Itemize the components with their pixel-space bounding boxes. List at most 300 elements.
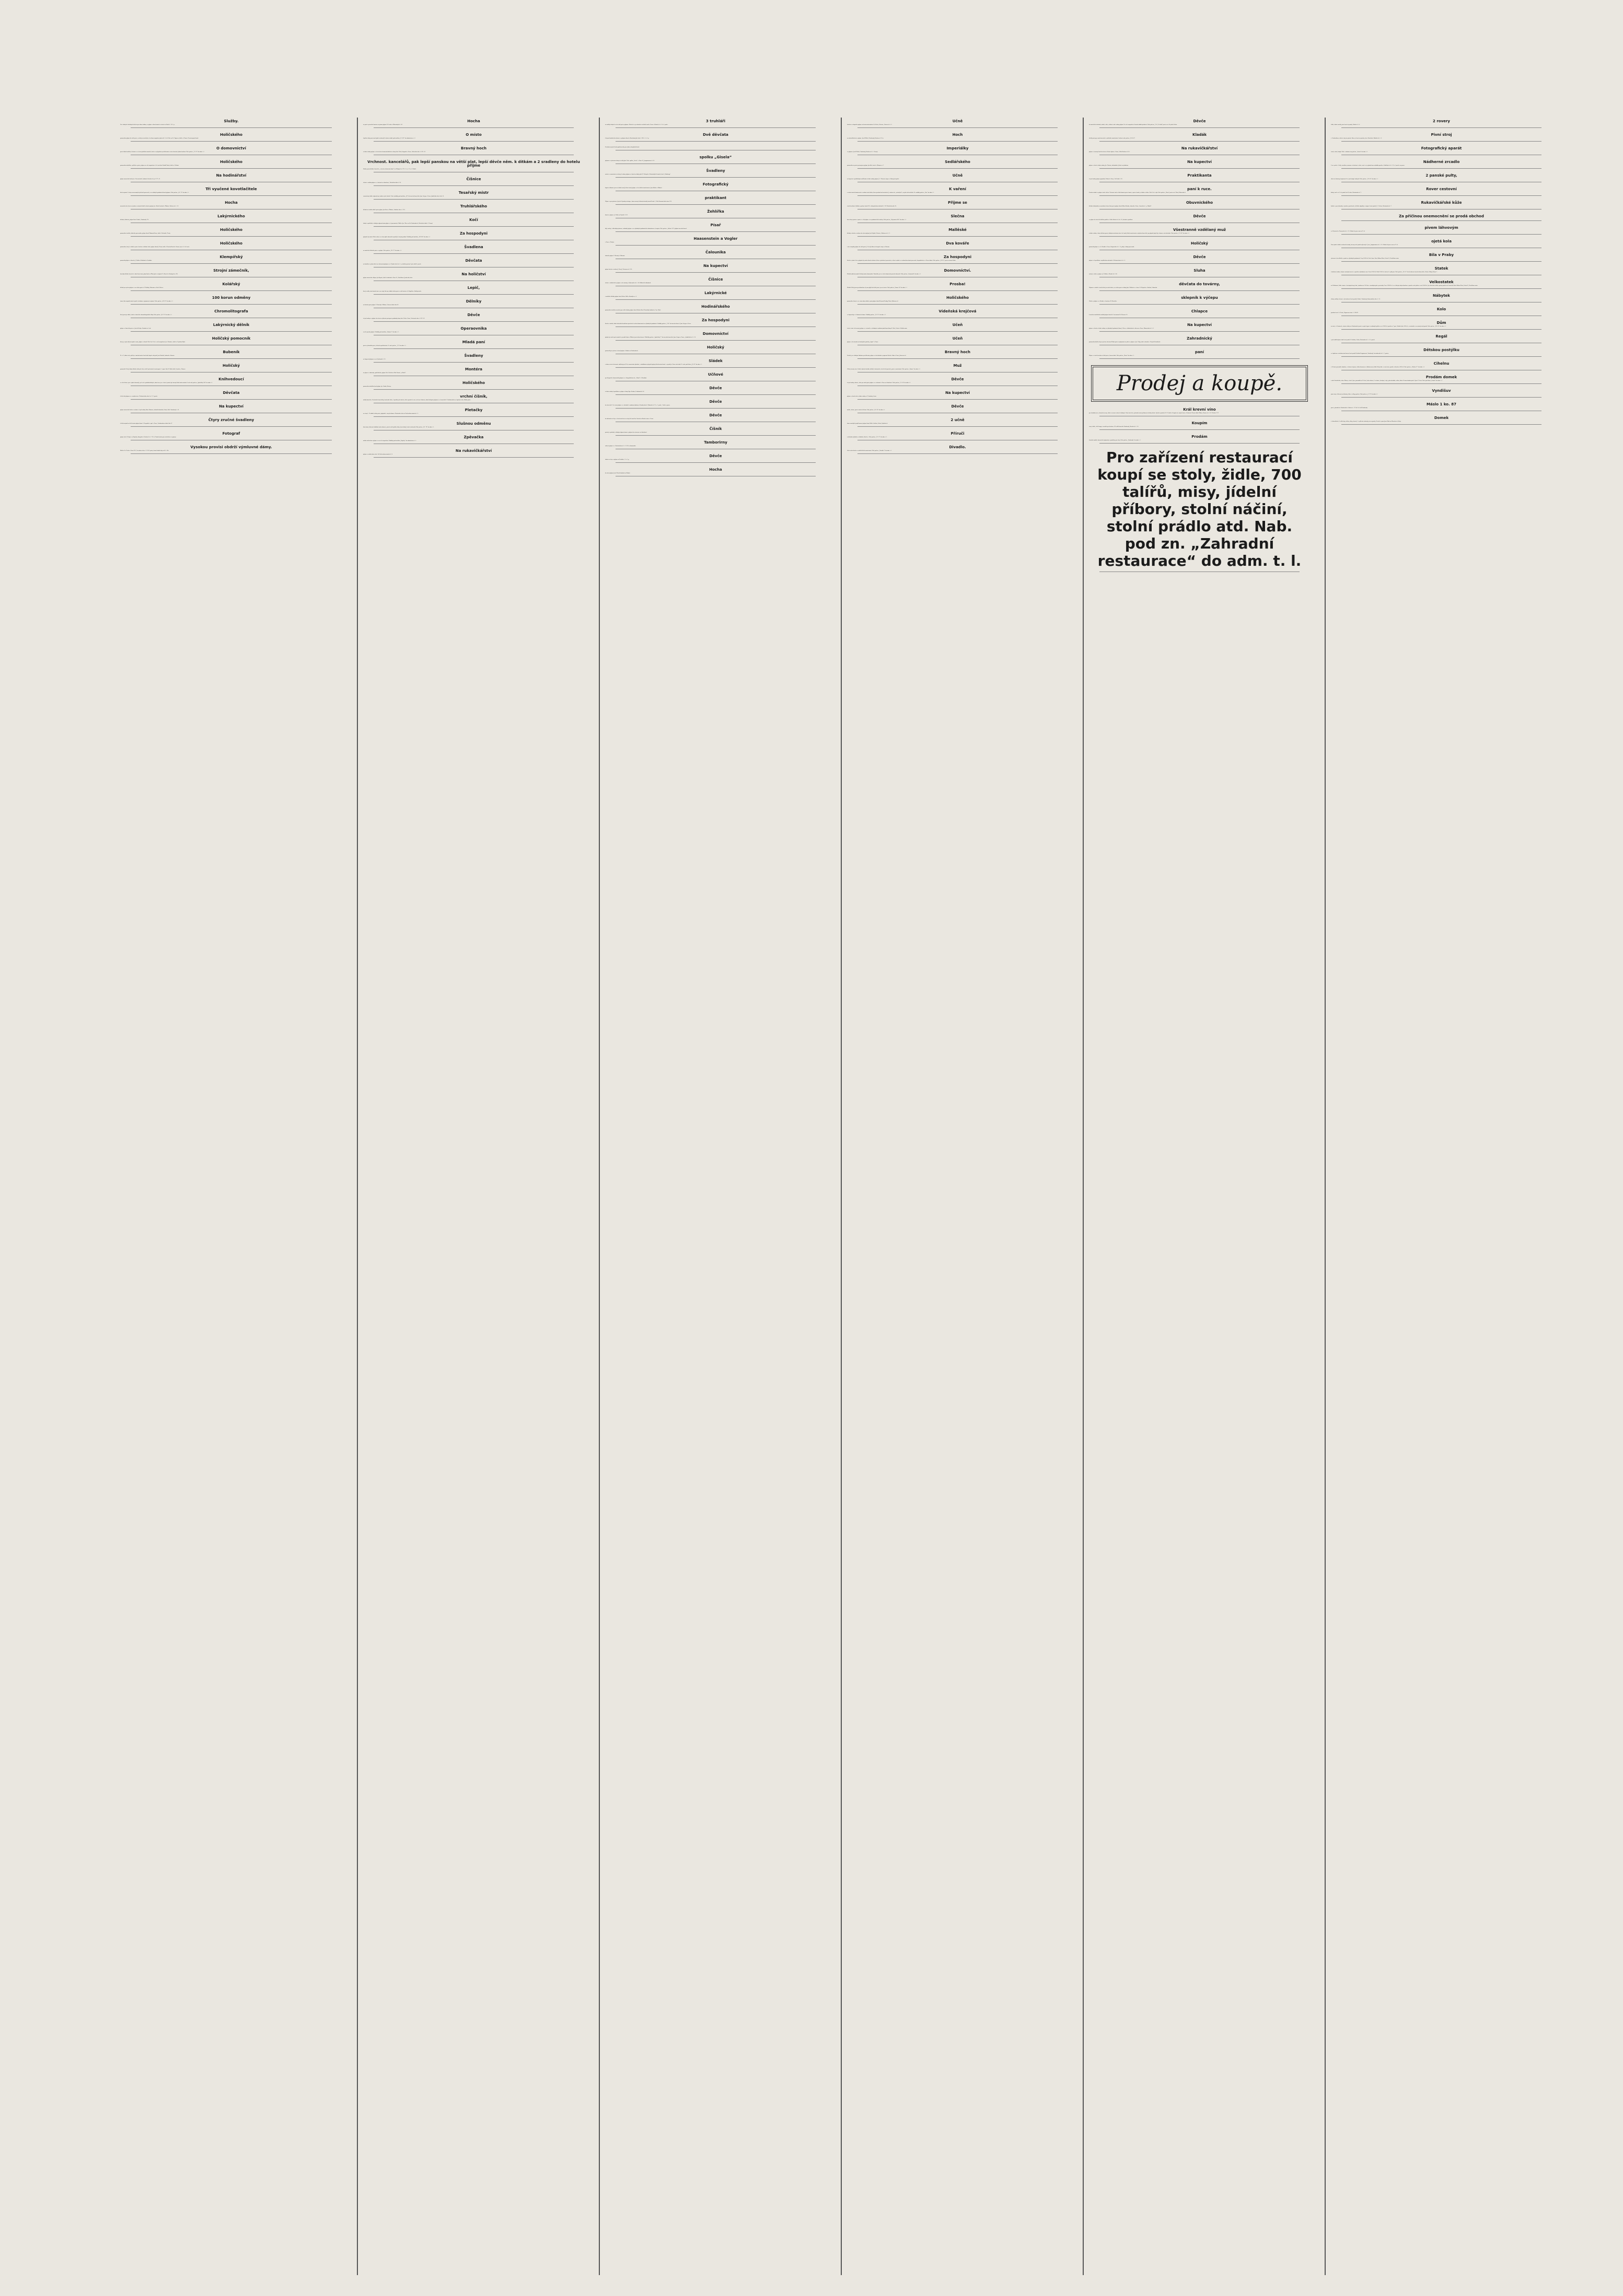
ad-title: Kolo — [1436, 307, 1446, 311]
ad-separator — [857, 168, 1058, 169]
classified-ad — [1089, 147, 1310, 155]
classified-ad — [605, 169, 826, 178]
ad-body: se přijme do učení šití bílého prádla ve Velké Karlově ul. čís. 18, obchod s prádlem. — [1089, 219, 1133, 220]
ad-title: Hoch — [952, 133, 963, 137]
column-1 — [115, 118, 347, 2275]
ad-body: lepšího sluhy prosí muž úplně zachovalý. Laskavé nabid. pod značkou „D L 83“ do administrace t. l. — [363, 138, 416, 139]
classified-ad — [120, 255, 342, 264]
ad-body: na kožeňu práci přijme F. Vítovský v Žižkově, Husova třída číslo 63. — [363, 305, 399, 306]
ad-title: Hocha — [467, 119, 480, 123]
classified-ad — [847, 432, 1068, 440]
classified-ad — [1089, 323, 1310, 332]
ad-body: na ráně, o 4 krámech, stanice dráhy na Vinohradech proti se opak. hypot. z rodinných příčin se za 32000 zl. prodá na 7 proc. Složiti třeba 3000 zl., o ostatních se na mírný úrok prodá. Nab. pod zn. „M L 83“ do adm. t. l. — [1331, 326, 1446, 327]
classified-ad — [847, 215, 1068, 223]
ad-body: Bližší u Fr. Čecha v Praze VII., Veverkova ulice č. 521 II. patro, denně každé dop. od 8—12h. — [120, 450, 169, 451]
ad-body: pomocník přijme se ihned u J. Poláka v Bohdanči u Pardubic. — [120, 260, 153, 261]
ad-body: slušné a solidní děvče přijme se do vinárny v Hybernské ul. č. 40. Blížba dle dohodnulí. — [605, 283, 651, 284]
ad-title: Děvčata — [465, 259, 482, 263]
classified-ad — [605, 387, 826, 395]
ad-body: z lepší rodiny se přijme do učení za výborné postupové podmínky firmy Ant. Vitek v Praze, Václavská ulice č. 837—II. — [363, 318, 425, 319]
classified-ad — [605, 224, 826, 232]
ad-separator — [857, 399, 1058, 400]
ad-body: na madeské dělnické práce se přijme. Nab. pod zn. „R L 73“ do adm. t. l. — [363, 250, 402, 251]
classified-ad — [605, 454, 826, 463]
ad-body: pomocníka, který se ve svém oboru dobře vyzná přijme ihned Bernard Pordig, Plzeň, Kolárova ul. — [847, 301, 898, 302]
ad-body: pomocníka staršího, dobrého pracovníka, přijme ihned Zikmund Stern, holič v Náchodě, Čechy. — [120, 233, 171, 234]
classified-ad — [1089, 120, 1310, 128]
ad-separator — [1341, 356, 1541, 357]
ad-title: K vaření — [949, 187, 966, 191]
classified-ad — [120, 269, 342, 277]
ad-title: Přijme se — [948, 201, 967, 205]
classified-ad — [1331, 335, 1552, 343]
ad-title: Za hospodyni — [944, 255, 971, 259]
ad-body: k lepení kudvabí do rukavic se přijmou ihned v Bartolomějské ulici č. 289—I. v 2. p. — [605, 138, 650, 139]
ad-separator — [131, 331, 332, 332]
ad-separator — [1341, 424, 1541, 425]
classified-ad — [1331, 362, 1552, 370]
ad-body: prodám levně. A. Pecka, Fügnerovo nám. č. 1446-II. — [1331, 312, 1359, 313]
ad-title: děvčata do továrny, — [1179, 282, 1220, 286]
ad-body: přijme se k posilkám v mydlářském obchodě v Melantrichově ul. č. 6. — [1089, 260, 1126, 261]
classified-columns — [115, 118, 1557, 2275]
ad-title: Domovníctví. — [944, 269, 971, 273]
ad-body: z lepší rodiny přijme papírník J. Háhnel v Praze, Na Poříčí č. 29. — [1089, 179, 1123, 180]
column-4 — [841, 118, 1073, 2275]
ad-body: 18letý, ženatý, otec 4 dítek, bývalý úředník, zběhlý v kartonáži a všech těch prácích, prosí o zaměstnání. Nab. pod zn. „Pomoc“ do adm. t. l. — [847, 369, 921, 370]
ad-title: praktikant — [704, 196, 727, 200]
ad-separator — [1099, 141, 1300, 142]
classified-ad — [120, 201, 342, 209]
classified-ad — [847, 378, 1068, 386]
classified-ad — [605, 400, 826, 409]
classified-ad — [1089, 365, 1310, 402]
ad-body: pomocník přijme se u A. Bendla v Praze, Štupartská ul. č. 11, pilný a řádný pracovník. — [1089, 247, 1134, 248]
ad-body: samostatný, dobře odporučený, nabízí svých služeb. Ctěné nabídky pod značkou „J K“ do inserční kanceláře Jana Grégra v Praze, Jindřišská ulice číslo 19. — [363, 196, 444, 197]
classified-ad — [120, 432, 342, 440]
classified-ad — [1089, 242, 1310, 250]
ad-separator — [374, 226, 574, 227]
classified-ad — [605, 292, 826, 300]
ad-title: Tamborirny — [704, 440, 727, 445]
ad-title: 3 truhláři — [705, 119, 726, 123]
ad-title: Švadlena — [464, 245, 483, 249]
ad-separator — [1099, 304, 1300, 305]
ad-body: v Lahovičkách, 2 velké byty, chlévy, sklep, dvorek, 3 a půl měr zahrady jest na prodej. K zvěd. u pana Jana Šlafa na Zbraslaví u Prahy. — [1331, 421, 1401, 422]
ad-body: na měkký nábytek se do stálé práce přijmou. Hlasiteš se jen dovolní s náležitě znalí v Praze v Dlouhé tř. č. 13 v I. patře. — [605, 124, 668, 125]
ad-title: 2 panské pulty, — [1425, 173, 1457, 178]
classified-ad — [120, 337, 342, 345]
ad-separator — [616, 127, 816, 128]
classified-ad — [363, 436, 584, 444]
ad-title: Lakýrnické — [704, 291, 727, 295]
classified-ad — [120, 120, 342, 128]
ad-title: Hocha — [709, 468, 722, 472]
ad-separator — [1099, 443, 1300, 444]
ad-separator — [131, 263, 332, 264]
classified-ad — [120, 446, 342, 454]
ad-title: Pivní stroj — [1431, 133, 1452, 137]
ad-separator — [1099, 358, 1300, 359]
ad-body: kteří nejméně 3 roky na mosazných plechách pracovali, se za dobrých podmínek ihned přijmou. Nab. pod zn. „A L 73“ do adm. t. l. — [120, 192, 189, 193]
ad-body: zručné a samostatné na životy k suknu přijmou se hned na dobrý plat M. Počápek v Mariánských Lázních, hotel „Habsburg“. — [605, 174, 671, 175]
classified-ad — [1089, 174, 1310, 182]
ad-body: v obci Strašického, okres Zbirov, v obci 4 jiter, pozemků na 20 čísel, řeka tekoucí, 3 světnice, kuchyně, stáje, pak zahrádka, zelina, bříza. K tomu domku patří 3 jitra 37 čtver. Nab. pod šifrou „Domek“ do adm. t. l. — [1331, 380, 1443, 381]
ad-separator — [616, 394, 816, 395]
ad-body: přijme mravného hocha Jos. Hassentenfel, hodinář, Petrská ul. čp. 1177—II. — [120, 179, 160, 180]
ad-title: Fotograf — [222, 432, 240, 436]
ad-title: 100 korun odměny — [212, 296, 251, 300]
classified-ad — [1331, 188, 1552, 196]
ad-separator — [616, 299, 816, 300]
classified-ad — [120, 174, 342, 182]
ad-body: přijme učně. K dopt. u J. Kopřely, fotografa v Divišově tř. č. 712 st. Tamtéž místo pro retušérku se vypisuje. — [120, 437, 177, 438]
classified-ad — [363, 327, 584, 335]
ad-body: pro chudokrevné, rekonvalescenty, slabé a nervové raženě účinkující. Víno toto čisté, přírodní nemá poškozovat účinky ducha. Vyrábí a prodává M. V. Lukáš a Dragičević, majitel vinic v Dalmacii. Hlavní sklad: Žižkov, Husova tř. č. 64. Telefon 1717. — [1089, 413, 1219, 414]
ad-body: z řádné rodiny přijme se do učení na kamenotiskářství u firmy Ant. Vitek, litografie v Praze, Václavská ulice č. 837—II. — [363, 151, 426, 153]
ad-title: Učeň — [952, 336, 963, 341]
classified-ad — [363, 381, 584, 390]
classified-ad — [1089, 435, 1310, 444]
classified-ad — [1089, 188, 1310, 196]
ad-body: s bohatou úrodou, živým a mrtvým invent. se prodá za výhodnou cenu. Cena 65000 zl. Dluh 25000 zl. neb na 4 a půl proc. Nab. pod zn. „B L 13“ do všeobecné inserční kanceláře, Praha, Příkop. Bazar 7. — [1331, 272, 1437, 273]
ad-body: přijmou se výnosnou dámy za velký plat. Nab. spolku „Gisela“ v Praze II., Jungmannova tř. 14. — [605, 160, 655, 161]
classified-ad — [1331, 253, 1552, 262]
ad-body: s 1 kohoutkem, stáčecí stroj na patent. láhve je levně na prodej u Jos. Oberheila, Školská ul. č. 4. — [1331, 138, 1382, 139]
ad-separator — [1341, 288, 1541, 289]
ad-body: který pracuje dobře, žádá se ihned do chromolitografické dílny. Nab. pod zn. „K L 79“ do adm. t. l. — [120, 314, 172, 316]
classified-ad — [847, 364, 1068, 372]
classified-ad — [1331, 308, 1552, 316]
ad-body: pro litografii a kamenotisk přijmou se v litografickém úst. „Chmel“ v Chrudimi. — [605, 378, 647, 379]
ad-title: Služby. — [224, 119, 239, 123]
ad-body: starší ženština k úklidu a posluze hostů. Bl. v hokynářském obchodě č. 333 Palackého náb. Pr. — [847, 206, 897, 207]
classified-ad — [363, 368, 584, 376]
classified-ad — [363, 313, 584, 322]
classified-ad — [1331, 389, 1552, 398]
ad-title: Rover cestovní — [1426, 187, 1457, 191]
ad-title: Zpěvačka — [463, 435, 484, 439]
classified-ad — [847, 174, 1068, 182]
ad-title: Praktikanta — [1187, 173, 1212, 178]
ad-body: která hraje piano a vyzná se v šití přijme se za podmínek dle úmluvy. Nab. pod zn. „Příjemnost 480“ do adm. t. l. — [847, 219, 907, 220]
ad-body: a vedení menší domácnosti se nabízí starší dívka, která pochodí rok zastávala. Je zdravá ale „nedoslých“, na plat však nehledí. Ct. nabídky pod zn. „Vira“ do adm. t. l. — [847, 192, 934, 193]
ad-title: Operaovnika — [460, 327, 487, 331]
ad-separator — [616, 177, 816, 178]
classified-ad — [363, 422, 584, 430]
ad-body: dám tomu, kdo mně obdobně místo dozorce, pisaře neb lepšího sluhy. Jsem řádný, čestně zachovalý. Nab. pod zn. „B I. 78“ do adm. t. l. — [363, 427, 434, 428]
classified-ad — [120, 160, 342, 169]
ad-title: Čalounika — [705, 250, 726, 254]
column-5 — [1083, 118, 1315, 2275]
ad-title: Na hodinářství — [216, 173, 247, 178]
ad-title: Montéra — [465, 367, 483, 371]
ad-title: Holičský pomocník — [212, 336, 251, 341]
ad-separator — [857, 358, 1058, 359]
classified-ad — [1331, 416, 1552, 425]
ad-body: prosí o jakoukoliv práci, třeba do posluhování. Ct. nab. pod zn. „F G“ do adm. t. l. — [363, 345, 407, 346]
ad-body: z řádné rodiny k posilkám se přijme u firmy Šíp a Barber, Ferdinand tř. 26. — [605, 391, 645, 392]
ad-title: Prodám — [1191, 435, 1208, 439]
ad-title: Prosba! — [949, 282, 966, 286]
ad-title: 2 rovery — [1433, 119, 1450, 123]
ad-separator — [857, 304, 1058, 305]
classified-ad — [605, 414, 826, 422]
ad-body: přijme se hoch z řádné rodiny Jos. Florián, obchodník v Jičíně za rybníkem. — [1089, 165, 1129, 166]
ad-title: Statek — [1434, 266, 1448, 271]
ad-title: Děvče — [951, 377, 964, 381]
ad-separator — [131, 236, 332, 237]
ad-body: tomu, kdo zaopatří místo k poště, úředním a výpomocné vojínovi. Nab. pod zn. „A B 12“ do adm. t. l. — [120, 301, 173, 302]
ad-body: na konfekci a jedno děvče na šněrování přijmou se v Týnské ulici čís. 6 „u zlatého prstenu“ přes dvůr I. posch. — [363, 264, 422, 265]
classified-ad — [847, 405, 1068, 413]
ad-separator — [131, 141, 332, 142]
ad-separator — [131, 304, 332, 305]
ad-title: Učně — [952, 173, 963, 178]
ad-body: přijme se mladá jako učeň. Na Václavském náměstí č. 8. — [363, 454, 393, 455]
ad-title: Sládek — [709, 359, 723, 363]
ad-title: Sedlářského — [945, 160, 970, 164]
ad-title: Dvě děvčata — [703, 133, 728, 137]
ad-title: Klempířský — [219, 255, 243, 259]
classified-ad — [1089, 408, 1310, 416]
classified-ad — [363, 205, 584, 213]
ad-title: Děvče — [1193, 214, 1206, 218]
ad-body: dobrý, zach. za 54 zl. prodá Lad. Pechar, Valentinská ul. 7. — [1331, 192, 1362, 193]
classified-ad — [363, 147, 584, 155]
classified-ad — [120, 133, 342, 142]
classified-ad — [847, 242, 1068, 250]
ad-title: Bravný hoch — [461, 146, 486, 150]
classified-ad — [1089, 228, 1310, 237]
ad-title: Za hospodyni — [702, 318, 729, 322]
ad-body: přijme se hned učeň z řádné rodiny u F. Svobody, Letná. — [847, 396, 877, 397]
classified-ad — [120, 215, 342, 223]
ad-title: Holičského — [220, 241, 242, 246]
column-2 — [357, 118, 589, 2275]
ad-body: Hledá se přijme se v Karlině, u hostince B. Klenečka. — [1089, 301, 1117, 302]
column-3 — [599, 118, 831, 2275]
classified-ad — [605, 120, 826, 128]
ad-separator — [1099, 290, 1300, 291]
classified-ad — [847, 188, 1068, 196]
ad-separator — [131, 453, 332, 454]
classified-ad — [363, 341, 584, 349]
ad-title: Lakýrnického — [217, 214, 245, 218]
ad-separator — [374, 416, 574, 417]
ad-separator — [1341, 168, 1541, 169]
ad-separator — [616, 367, 816, 368]
ad-title: Děvčata — [223, 391, 240, 395]
ad-title: Děvče — [1193, 119, 1206, 123]
ad-title: Obuvnického — [1186, 201, 1213, 205]
ad-title: Máslo 1 ko. 87 — [1427, 402, 1456, 406]
classified-ad — [120, 323, 342, 332]
classified-ad — [1331, 174, 1552, 182]
ad-title: Učeň — [952, 323, 963, 327]
ad-separator — [131, 290, 332, 291]
ad-title: pivem láhvovým — [1424, 226, 1458, 230]
ad-body: v oboru svém všestranně vzdělaný po 20 let samostatně působící, s nabídkami nejlepších přijaty hledá místo ihned – nejraději v Praze neb okolí. Ct. nab. pod šifrou „J L 83“ do adm. t. l. — [605, 364, 702, 365]
classified-ad — [605, 183, 826, 191]
ad-separator — [1099, 429, 1300, 430]
classified-ad — [363, 395, 584, 403]
classified-ad — [847, 296, 1068, 305]
ad-title: Písař — [710, 223, 721, 227]
ad-body: hledá se jedna k řece přijmula by místo ihned ochotná slečna v představě pracovitá, ze které rodině ve venkovském domě pracovitá, hospodářství a v Praze dobra. Nab. pod zn. „B V 41“ poste restante Kolín. — [847, 260, 956, 261]
ad-title: Slečna — [950, 214, 965, 218]
classified-ad — [605, 468, 826, 476]
ad-separator — [857, 290, 1058, 291]
ad-body: ve Vršovicích v Pivovarské ul. č. 10. Nabízí lev pro cenu za 25 zl. — [1331, 231, 1365, 232]
ad-separator — [374, 253, 574, 254]
ad-body: ve všech kanc. prac. úplně obeznalý, vysl. účet. podobitedelných, obou řem. jaz. v slově i písmě úpl. mocný hledá místo změnit. Lask. nab. pod zn. „Spolehlivý 246“ do adm. t. l. — [120, 382, 213, 383]
ad-body: Ochr. ruční hocha a cedulák hledá zaměstnání. Nab. pod zn. „Divadlo 3“ do adm. t. l. — [847, 450, 892, 451]
classified-ad — [1089, 351, 1310, 359]
classified-ad — [847, 446, 1068, 454]
classified-ad — [1089, 133, 1310, 142]
ad-body: mravného do učení na výrobu cestovních kufrů a brašen přijme Jos. Krátil, brašnář v Žižkově, Kralova ul. č. 12. — [120, 206, 179, 207]
ad-body: kopista albumin. procesu dobře znalý, třeba ženatý přijme se do stálého zaměstnání u Jana Koláře v Žižkově. — [605, 188, 663, 189]
ad-separator — [1099, 195, 1300, 196]
ad-title: Nábytek — [1433, 294, 1450, 298]
ad-body: a dva strojníky přijme do stálé práce J. Veselý, dílna na hospod. stroje ve Slaném. — [847, 247, 890, 248]
ad-title: Dva kováře — [946, 241, 969, 246]
classified-ad — [363, 409, 584, 417]
classified-ad — [847, 160, 1068, 169]
ad-title: Strojní zámečník, — [213, 269, 249, 273]
ad-separator — [616, 462, 816, 463]
ad-title: Holičského — [462, 381, 485, 385]
ad-title: Příruči — [950, 432, 965, 436]
ad-title: Kočí — [469, 218, 478, 222]
classified-ad — [605, 427, 826, 436]
ad-separator — [857, 236, 1058, 237]
ad-body: zletilý prosí pp. zaměstnavatele o jakékoliv zaměstnání. Laskavé nab. pod zn. „M O 94“. — [1089, 138, 1135, 139]
ad-title: Číšnice — [466, 177, 481, 181]
classified-ad — [605, 251, 826, 259]
ad-separator — [857, 127, 1058, 128]
ad-body: dělníka, fládristu, přijme Karel Prokeš, Vinohrady 574. — [120, 219, 149, 220]
ad-separator — [616, 435, 816, 436]
ad-body: řádného přijme V. Šťastný v Příbrami. — [605, 255, 625, 257]
classified-ad — [1331, 281, 1552, 289]
ad-title: Bubeník — [223, 350, 240, 354]
ad-title: Vyndišuv — [1432, 389, 1451, 393]
ad-separator — [616, 340, 816, 341]
classified-ad — [120, 188, 342, 196]
ad-body: na plyno- a vodovody, spolehlivého, přijme Václ. Hašek na Malé Straně „u Kinch“. — [363, 372, 407, 374]
ad-title: Holičského — [220, 133, 242, 137]
classified-ad — [1089, 296, 1310, 305]
ad-title: Švadleny — [464, 354, 483, 358]
classified-ad — [847, 323, 1068, 332]
ad-title: Lakýrnický dělník — [213, 323, 250, 327]
classified-ad — [605, 373, 826, 381]
ad-title: Nádherné zrcadlo — [1423, 160, 1460, 164]
ad-separator — [374, 348, 574, 349]
ad-body: silného a schopného přijme na kovosoustružnictví Fr. Kačer, Vršovice, Husova tř. č. 2. — [847, 124, 892, 125]
classified-ad — [605, 237, 826, 246]
ad-body: mladé, slušné, prosí o místo k dětem. Nab. pod zn. „B L 39“ do adm. t. l. — [847, 410, 885, 411]
classified-ad — [847, 201, 1068, 209]
ad-title: Bravný hoch — [945, 350, 970, 354]
ad-title: Knihvedoucí — [218, 377, 244, 381]
ad-body: z lepší rodiny, zdravé, silné pro ruční práci přijme se v cukrárně v Praze na Smíchově. Nab. pod zn. „C L 18“ do adm. t. l. — [847, 382, 911, 383]
classified-ad — [120, 242, 342, 250]
ad-separator — [1341, 141, 1541, 142]
ad-separator — [616, 231, 816, 232]
ad-body: pomocníka na práci postrojovou přijme Jan Král starší v Chlumci n. C. — [847, 165, 884, 166]
ad-body: dělníka na truhlu můžeš práci přijme Jan Vávra v Žižkově, Libušina ulice č. 391. — [363, 209, 405, 211]
ad-title: Pro zařízení restaurací koupí se stoly, židle, 700 talířů, misy, jídelní příbory, stolní náčiní, stolní prádlo atd. Nab. pod zn. „Zahradní restaurace“ do adm. t. l. — [1097, 449, 1302, 569]
classified-ad — [847, 391, 1068, 400]
classified-ad — [1331, 321, 1552, 330]
ad-body: olšový, měkký, též mat. celý zařízení levně prodá J. Kubeš, Vinohrady, Komenského ulice č. 14. — [1331, 299, 1381, 300]
ad-body: kmeň se přijme u J. Felda na Újezdě č. 401. — [605, 215, 628, 216]
ad-body: přijme hocha z venkova J. Rosejl, Petrovova ul. 219. — [605, 269, 632, 270]
ad-body: hodící se pro obuvníky a výrobce peněženek, též kůže odpadky a stopové levně prodá J. L. Pechar, Valentinská ul. 7. — [1331, 206, 1392, 207]
ad-separator — [374, 141, 574, 142]
classified-ad — [120, 228, 342, 237]
ad-title: Divadlo. — [949, 445, 966, 449]
ad-separator — [1341, 220, 1541, 221]
ad-body: se doporučuje ct. dámám do domu. Nabídky pod zn. „E L 79“ do adm. t. l. — [847, 314, 886, 316]
ad-body: Přijme se starší ženská na lehčí práce, kterou dodá. Nab. pod zn. „Věrná“ do adm. t. l. — [1089, 355, 1134, 356]
classified-ad — [605, 156, 826, 164]
ad-body: české i něm. řeči mocný, přijme se v závodě se střížnými i módními potřebami firmy K. Šolc, Praha a Velkého nám. — [847, 328, 908, 329]
ad-title: Mladá paní — [462, 340, 485, 344]
ad-separator — [1341, 329, 1541, 330]
ad-body: rukavic přijme se v Bredovském ul. č. 12. Bl. u domovníka. — [605, 446, 636, 447]
ad-title: Holičského — [220, 228, 242, 232]
ad-body: k šití kostymů na delší trvání přijme firma L. Hospodář a spol. v Praze, Ferdinandova třída číslo 27. — [120, 423, 173, 424]
ad-body: Mladík 18letý prosí po dobročince by mu půjčil do lehčí práce jen za stravu. Nab. pod zn. „Pomoc 18“ do adm. t. l. — [847, 287, 908, 288]
ad-body: 3 m. vysoké s 4 díly, zrcadlem, mramor. celostěnné a zlaté, nově se za přiměřenou nabídku prodá ve Vodičkově ul. č. 23 v I. posch. na pravo. — [1331, 165, 1405, 166]
ad-title: Mallěské — [948, 228, 967, 232]
ad-body: pomocníka přijmu do stálé práce, avšak jen zručného, k celému zaopatření plat od 6—8 zl. Nab. na Fr. Vágnera, holiče v Chocni. K nastoupení ihned. — [120, 138, 199, 139]
classified-ad — [1331, 403, 1552, 411]
ad-title: Děvče — [467, 313, 480, 317]
classified-ad — [120, 391, 342, 400]
ad-title: Regál — [1435, 334, 1447, 339]
ad-title: Číšnice — [708, 277, 723, 282]
ad-title: Dětskou postýlku — [1423, 348, 1459, 352]
ad-title: Holičský — [1190, 241, 1208, 246]
ad-body: přijme se naramy hoch do učení u Václav Spitze v Praze, Velká Karlova ul. 40. — [1089, 151, 1130, 153]
classified-ad — [605, 332, 826, 341]
classified-ad — [120, 418, 342, 427]
ad-title: Koupím — [1191, 421, 1208, 425]
classified-ad — [1331, 147, 1552, 155]
classified-ad — [847, 228, 1068, 237]
ad-title: Dělníky — [466, 299, 482, 304]
classified-ad — [1331, 226, 1552, 235]
ad-separator — [1341, 127, 1541, 128]
ad-body: na kupectví s předběžným vzděláním z řádné rodiny přijme J. C. Chroust, kupec v Líbni proti poště. — [847, 179, 899, 180]
classified-ad — [1089, 449, 1310, 572]
classified-ad — [605, 441, 826, 449]
ad-title: Číšník — [709, 427, 722, 431]
classified-ad — [605, 210, 826, 218]
classified-ad — [847, 418, 1068, 427]
ad-body: k šití šatů přijmou se v módní síni v Čelakovského ulici čís. 11 I. posch. — [120, 396, 158, 397]
ad-separator — [857, 426, 1058, 427]
classified-ad — [1089, 269, 1310, 277]
ad-title: Truhlářského — [460, 204, 488, 208]
ad-body: do moučného obchodu, mladé, silné, z dobré venk. rodiny přijmu. Na celé zaopatření. Sirotek obdrží přednost. Nab. pod zn. „V 16, 18 roků“ poste rest. hl. pošta Praha. — [1089, 124, 1177, 125]
classified-ad — [1331, 376, 1552, 384]
